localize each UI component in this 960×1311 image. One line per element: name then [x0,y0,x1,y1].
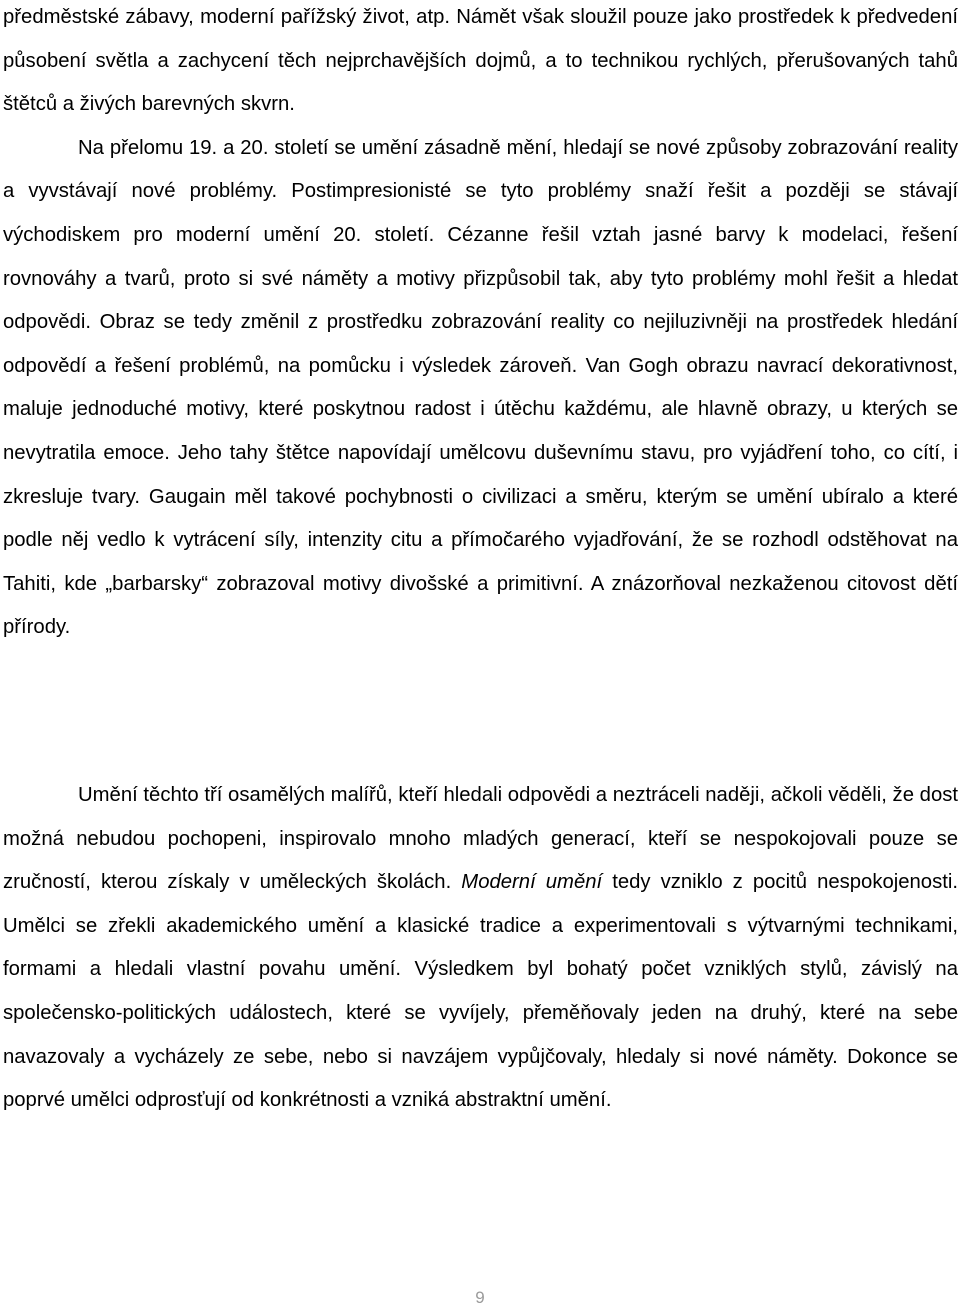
paragraph-modern-art [3,774,958,1123]
emphasized-term: Moderní umění [461,871,603,894]
paragraph-postimpressionism: Na přelomu 19. a 20. století se umění zásadně mění, hledají se nové způsoby zobrazování reality a vyvstávají nové problémy. Postimpresionisté se tyto problémy snaží řešit a později se stávají východiskem pro moderní umění 20. století. Cézanne řešil vztah jasné barvy k modelaci, řešení rovnováhy a tvarů, proto si své náměty a motivy přizpůsobil tak, aby tyto problémy mohl řešit a hledat odpovědi. Obraz se tedy změnil z prostředku zobrazování reality co nejiluzivněji na prostředek hledání odpovědí a řešení problémů, na pomůcku i výsledek zároveň. Van Gogh obrazu navrací dekorativnost, maluje jednoduché motivy, které poskytnou radost i útěchu každému, ale hlavně obrazy, u kterých se nevytratila emoce. Jeho tahy štětce napovídají umělcovu duševnímu stavu, pro vyjádření toho, co cítí, i zkresluje tvary. Gaugain měl takové pochybnosti o civilizaci a směru, kterým se umění ubíralo a které podle něj vedlo k vytrácení síly, intenzity citu a přímočarého vyjadřování, že se rozhodl odstěhovat na Tahiti, kde „barbarsky“ zobrazoval motivy divošské a primitivní. A znázorňoval nezkaženou citovost dětí přírody. [3,136,958,639]
paragraph-continuation: předměstské zábavy, moderní pařížský život, atp. Námět však sloužil pouze jako prostředek k předvedení působení světla a zachycení těch nejprchavějších dojmů, a to technikou rychlých, přerušovaných tahů štětců a živých barevných skvrn. [3,6,958,116]
text-block-top [3,0,958,650]
paragraph-text-part: tedy vzniklo z pocitů nespokojenosti. Umělci se zřekli akademického umění a klasické tradice a experimentovali s výtvarnými technikami, formami a hledali vlastní povahu umění. Výsledkem byl bohatý počet vzniklých stylů, závislý na společensko-politických událostech, které se vyvíjely, přeměňovaly jeden na druhý, které na sebe navazovaly a vycházely ze sebe, nebo si navzájem vypůjčovaly, hledaly si nové náměty. Dokonce se poprvé umělci odprosťují od konkrétnosti a vzniká abstraktní umění. [3,871,959,1112]
text-block-bottom [3,774,958,1123]
page-number: 9 [475,1288,485,1307]
paragraph-text-part: Umění těchto tří osamělých malířů, kteří hledali odpovědi a neztráceli naději, ačkoli věděli, že dost možná nebudou pochopeni, inspirovalo mnoho mladých generací, kteří se nespokojovali pouze se zručností, kterou získaly v uměleckých školách. [3,784,958,894]
